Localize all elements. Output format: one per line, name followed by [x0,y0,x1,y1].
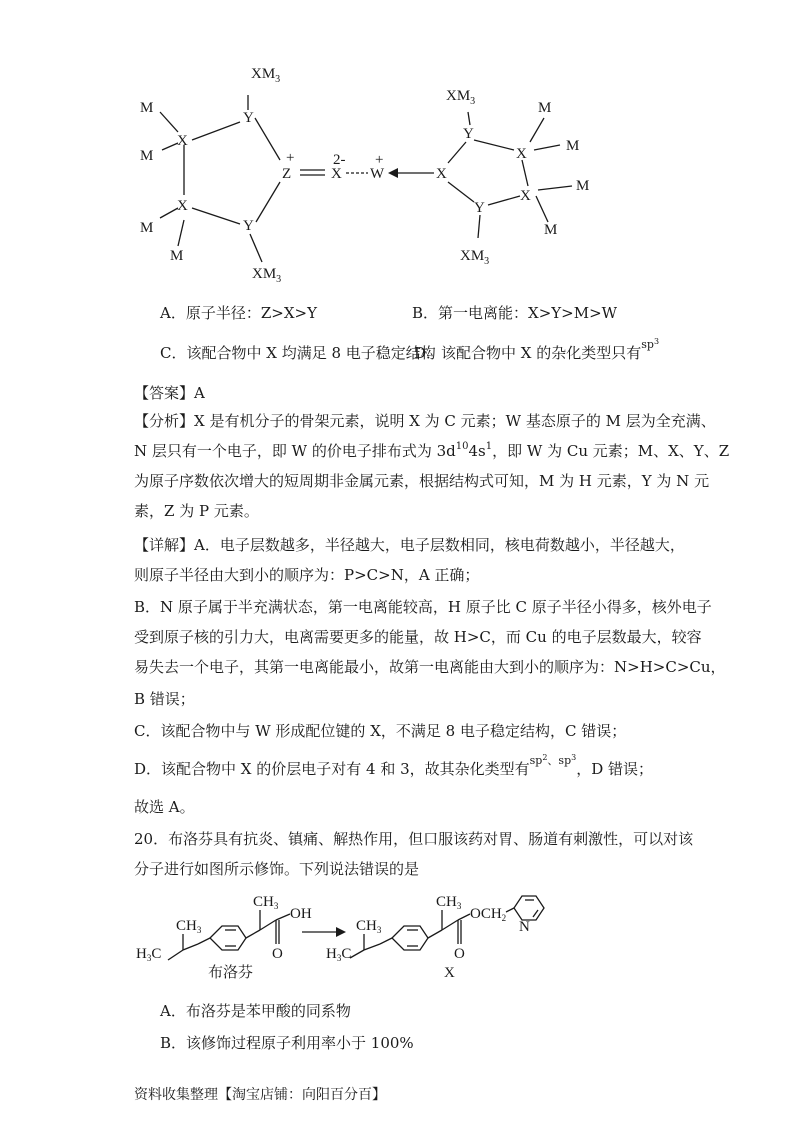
ibuprofen-structure [136,894,312,963]
detail-line-3: B．N 原子属于半充满状态，第一电离能较高，H 原子比 C 原子半径小得多，核外电子 [134,598,712,616]
detail-line-5: 易失去一个电子，其第一电离能最小，故第一电离能由大到小的顺序为：N>H>C>Cu， [134,658,726,676]
plus-charge: + [286,150,295,166]
svg-text:O: O [454,946,465,962]
detail-line-6: B 错误； [134,690,195,708]
svg-text:CH3: $CH_3$ [253,894,279,911]
svg-text:CH3: $CH_3$ [436,894,462,911]
detail-line-4: 受到原子核的引力大，电离需要更多的能量，故 H>C，而 Cu 的电子层数最大，较容 [134,628,702,646]
m-atom: M [566,138,580,154]
svg-text:H3C: $H_3C$ [136,946,162,963]
q20-option-a: A．布洛芬是苯甲酸的同系物 [160,1002,351,1020]
svg-text:CH3: $CH_3$ [176,918,202,935]
x-atom: X [520,188,531,204]
detail-line-8: D．该配合物中 X 的价层电子对有 4 和 3，故其杂化类型有$^{sp^2、sp^3}$，D 错误； [134,753,653,778]
svg-text:N: N [519,919,530,935]
option-d-text: D．该配合物中 X 的杂化类型只有 [414,344,642,362]
y-atom: Y [243,110,254,126]
w-atom: W [370,166,385,182]
y-atom: Y [463,126,474,142]
analysis-line-4: 素，Z 为 P 元素。 [134,502,259,520]
svg-text:O: O [272,946,283,962]
svg-text:OH: OH [290,906,312,922]
detail-line-7: C．该配合物中与 W 形成配位键的 X，不满足 8 电子稳定结构，C 错误； [134,722,627,740]
m-atom: M [140,100,154,116]
svg-text:OCH2: $OCH_2$ [470,906,507,923]
xm3-label-top-right: $XM_3$ [446,88,476,107]
m-atom: M [170,248,184,264]
sp-notation: sp3 [641,337,660,351]
analysis-line-2: N 层只有一个电子，即 W 的价电子排布式为 $3d^{10}4s^1$，即 W 为 Cu 元素；M、X、Y、Z [134,441,730,460]
q20-option-b: B．该修饰过程原子利用率小于 100% [160,1034,414,1052]
footer-source: 资料收集整理【淘宝店铺：向阳百分百】 [134,1087,386,1103]
charge-2minus: 2- [333,152,346,168]
x-atom-center: X [331,166,342,182]
analysis-line-3: 为原子序数依次增大的短周期非金属元素，根据结构式可知，M 为 H 元素，Y 为 N 元 [134,472,710,490]
m-atom: M [538,100,552,116]
detail-line-9: 故选 A。 [134,798,195,816]
m-atom: M [576,178,590,194]
m-atom: M [544,222,558,238]
xm3-label-bottom-left: $XM_3$ [252,266,282,285]
detail-line-2: 则原子半径由大到小的顺序为：P>C>N，A 正确； [134,566,480,584]
option-a: A．原子半径：Z>X>Y [160,304,317,322]
q20-line-2: 分子进行如图所示修饰。下列说法错误的是 [134,860,420,878]
plus-charge: + [375,152,384,168]
detail-line-1: 【详解】A．电子层数越多，半径越大，电子层数相同，核电荷数越小，半径越大， [134,536,685,554]
svg-text:CH3: $CH_3$ [356,918,382,935]
option-b: B．第一电离能：X>Y>M>W [412,304,618,322]
x-atom: X [177,198,188,214]
y-atom: Y [243,218,254,234]
xm3-label-bottom-right: $XM_3$ [460,248,490,267]
x-atom: X [516,146,527,162]
answer-line: 【答案】A [134,384,205,402]
q20-line-1: 20．布洛芬具有抗炎、镇痛、解热作用，但口服该药对胃、肠道有刺激性，可以对该 [134,830,694,848]
m-atom: M [140,220,154,236]
x-atom: X [436,166,447,182]
product-x-structure [326,894,544,963]
analysis-line-1: 【分析】X 是有机分子的骨架元素，说明 X 为 C 元素；W 基态原子的 M 层为全充满、 [134,412,716,430]
svg-text:H3C: $H_3C$ [326,946,352,963]
xm3-label-top-left: $XM_3$ [251,66,281,85]
m-atom: M [140,148,154,164]
z-atom: Z [282,166,292,182]
y-atom: Y [474,200,485,216]
option-c: C．该配合物中 X 均满足 8 电子稳定结构 [160,344,436,362]
ibuprofen-label: 布洛芬 [208,965,254,981]
x-atom: X [177,133,188,149]
product-x-label: X [444,965,455,981]
